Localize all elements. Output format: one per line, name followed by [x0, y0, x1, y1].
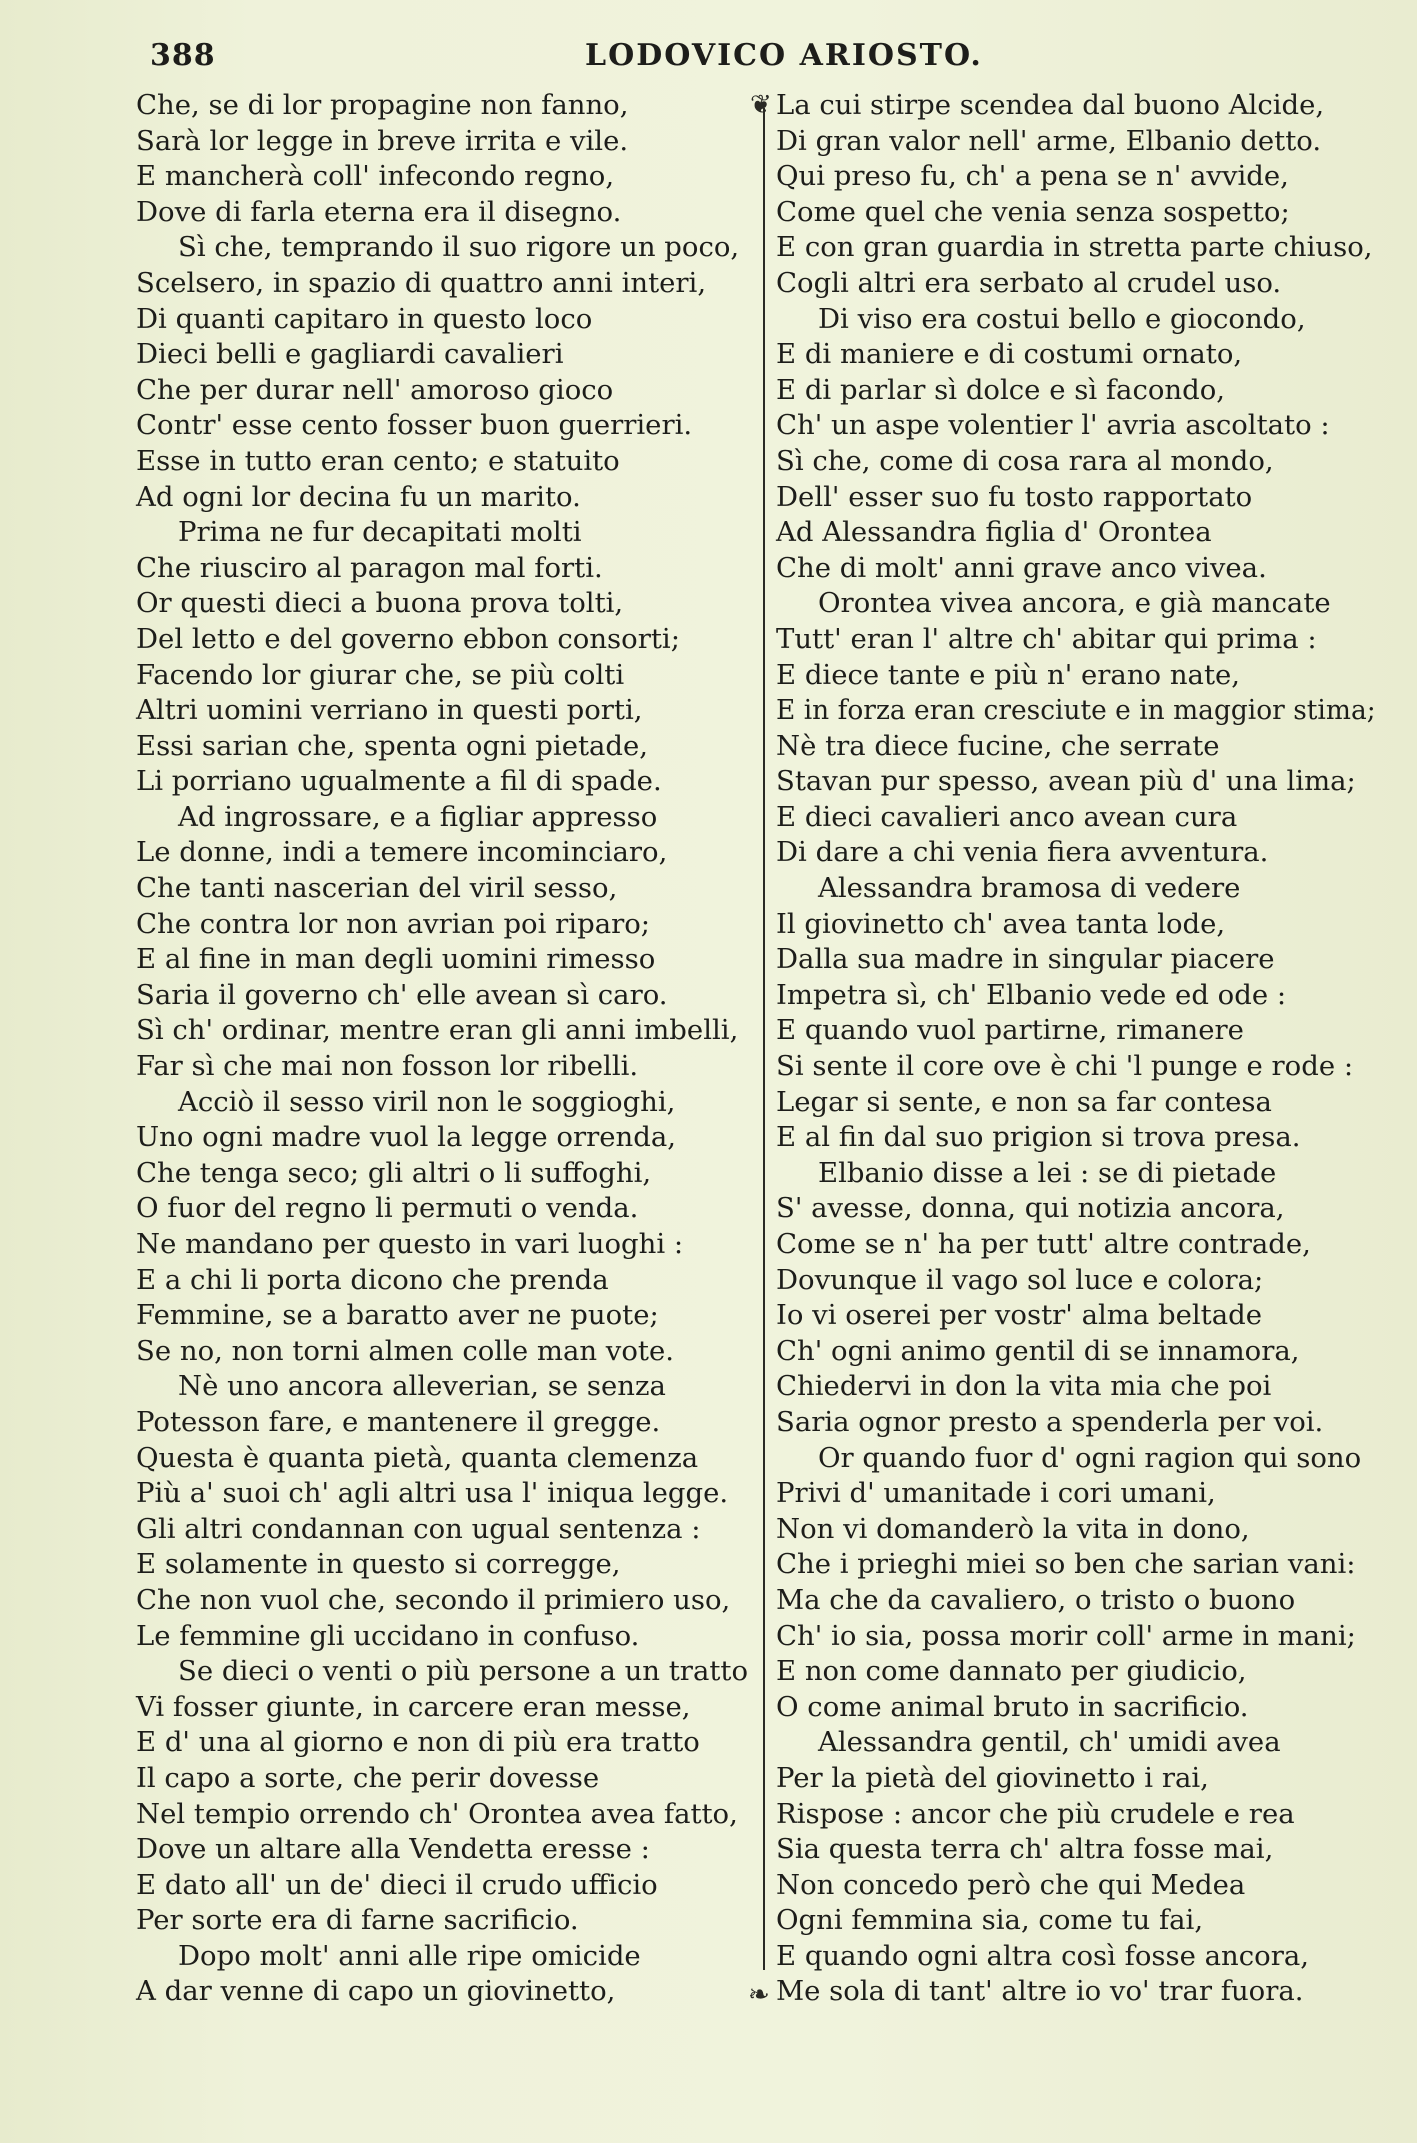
- verse-line: O come animal bruto in sacrificio.: [776, 1690, 1249, 1723]
- verse-line: Far sì che mai non fosson lor ribelli.: [136, 1050, 639, 1083]
- verse-line: Nè tra diece fucine, che serrate: [776, 729, 1220, 762]
- verse-line: Di dare a chi venia fiera avventura.: [776, 836, 1269, 869]
- verse-line: E mancherà coll' infecondo regno,: [136, 160, 615, 193]
- verse-line: Vi fosser giunte, in carcere eran messe,: [136, 1690, 691, 1723]
- verse-line: Li porriano ugualmente a fil di spade.: [136, 765, 662, 798]
- verse-line: Alessandra gentil, ch' umidi avea: [818, 1726, 1281, 1759]
- verse-line: Ch' ogni animo gentil di se innamora,: [776, 1334, 1300, 1367]
- verse-line: Orontea vivea ancora, e già mancate: [818, 587, 1331, 620]
- verse-line: Di gran valor nell' arme, Elbanio detto.: [776, 124, 1322, 157]
- verse-line: Sì che, temprando il suo rigore un poco,: [178, 231, 740, 264]
- verse-line: E al fin dal suo prigion si trova presa.: [776, 1121, 1301, 1154]
- verse-line: Questa è quanta pietà, quanta clemenza: [136, 1441, 699, 1474]
- verse-line: Ad ogni lor decina fu un marito.: [136, 480, 581, 513]
- verse-line: E quando ogni altra così fosse ancora,: [776, 1939, 1310, 1972]
- verse-line: S' avesse, donna, qui notizia ancora,: [776, 1192, 1285, 1225]
- verse-line: Ch' io sia, possa morir coll' arme in mani;: [776, 1619, 1356, 1652]
- verse-line: Io vi oserei per vostr' alma beltade: [776, 1299, 1263, 1332]
- verse-line: Or questi dieci a buona prova tolti,: [136, 587, 624, 620]
- verse-line: Acciò il sesso viril non le soggioghi,: [178, 1085, 676, 1118]
- verse-line: Tutt' eran l' altre ch' abitar qui prima :: [776, 622, 1317, 655]
- verse-line: Dell' esser suo fu tosto rapportato: [776, 480, 1253, 513]
- verse-line: Si sente il core ove è chi 'l punge e rode :: [776, 1050, 1354, 1083]
- verse-line: Le femmine gli uccidano in confuso.: [136, 1619, 640, 1652]
- column-divider: [763, 108, 765, 1970]
- verse-line: La cui stirpe scendea dal buono Alcide,: [776, 89, 1325, 121]
- verse-line: Sì ch' ordinar, mentre eran gli anni imbelli,: [136, 1014, 739, 1047]
- verse-line: Se no, non torni almen colle man vote.: [136, 1334, 674, 1367]
- verse-line: Dopo molt' anni alle ripe omicide: [178, 1939, 641, 1972]
- verse-line: Più a' suoi ch' agli altri usa l' iniqua legge.: [136, 1477, 729, 1510]
- running-head: LODOVICO ARIOSTO.: [585, 38, 983, 73]
- verse-line: Nel tempio orrendo ch' Orontea avea fatto,: [136, 1797, 738, 1830]
- verse-line: E dato all' un de' dieci il crudo ufficio: [136, 1868, 658, 1901]
- verse-line: Le donne, indi a temere incominciaro,: [136, 836, 668, 869]
- verse-line: Uno ogni madre vuol la legge orrenda,: [136, 1121, 676, 1154]
- verse-line: E non come dannato per giudicio,: [776, 1655, 1247, 1688]
- verse-line: Qui preso fu, ch' a pena se n' avvide,: [776, 160, 1289, 193]
- verse-line: O fuor del regno li permuti o venda.: [136, 1192, 639, 1225]
- verse-line: Come quel che venia senza sospetto;: [776, 195, 1290, 228]
- verse-line: Or quando fuor d' ogni ragion qui sono: [818, 1441, 1362, 1474]
- verse-line: Dieci belli e gagliardi cavalieri: [136, 338, 564, 371]
- verse-line: Impetra sì, ch' Elbanio vede ed ode :: [776, 978, 1287, 1011]
- verse-line: Gli altri condannan con ugual sentenza :: [136, 1512, 701, 1545]
- verse-line: Facendo lor giurar che, se più colti: [136, 658, 625, 691]
- fleuron-ornament-icon: ❦: [750, 90, 772, 120]
- verse-line: Chiedervi in don la vita mia che poi: [776, 1370, 1272, 1403]
- verse-line: Ad ingrossare, e a figliar appresso: [178, 800, 658, 833]
- verse-line: Che di molt' anni grave anco vivea.: [776, 551, 1267, 584]
- verse-line: E solamente in questo si corregge,: [136, 1548, 621, 1581]
- verse-line: Potesson fare, e mantenere il gregge.: [136, 1405, 661, 1438]
- verse-line: Sarà lor legge in breve irrita e vile.: [136, 124, 629, 157]
- verse-line: E con gran guardia in stretta parte chiuso,: [776, 231, 1373, 264]
- page-number: 388: [150, 38, 216, 73]
- verse-line: Che contra lor non avrian poi riparo;: [136, 907, 651, 940]
- verse-line: Rispose : ancor che più crudele e rea: [776, 1797, 1295, 1830]
- verse-line: E a chi li porta dicono che prenda: [136, 1263, 609, 1296]
- verse-line: Per sorte era di farne sacrificio.: [136, 1904, 579, 1937]
- verse-line: Altri uomini verriano in questi porti,: [136, 694, 643, 727]
- verse-line: Me sola di tant' altre io vo' trar fuora.: [776, 1975, 1304, 2008]
- verse-line: Di viso era costui bello e giocondo,: [818, 302, 1306, 335]
- verse-line: Il capo a sorte, che perir dovesse: [136, 1761, 600, 1794]
- verse-line: Dovunque il vago sol luce e colora;: [776, 1263, 1264, 1296]
- verse-line: Che per durar nell' amoroso gioco: [136, 373, 614, 406]
- verse-line: Il giovinetto ch' avea tanta lode,: [776, 907, 1226, 940]
- verse-line: Non vi domanderò la vita in dono,: [776, 1512, 1250, 1545]
- verse-line: Che i prieghi miei so ben che sarian vani:: [776, 1548, 1356, 1581]
- verse-line: Dove di farla eterna era il disegno.: [136, 195, 622, 228]
- verse-line: Saria il governo ch' elle avean sì caro.: [136, 978, 668, 1011]
- verse-line: Che non vuol che, secondo il primiero uso,: [136, 1583, 731, 1616]
- verse-line: Cogli altri era serbato al crudel uso.: [776, 266, 1282, 299]
- verse-line: E diece tante e più n' erano nate,: [776, 658, 1241, 691]
- right-column: [776, 88, 1376, 2010]
- verse-line: Ma che da cavaliero, o tristo o buono: [776, 1583, 1296, 1616]
- verse-line: Alessandra bramosa di vedere: [818, 872, 1241, 905]
- verse-line: Se dieci o venti o più persone a un tratto: [178, 1655, 748, 1688]
- verse-line: Elbanio disse a lei : se di pietade: [818, 1156, 1277, 1189]
- page-header: [150, 38, 1390, 82]
- verse-line: Ch' un aspe volentier l' avria ascoltato :: [776, 409, 1330, 442]
- verse-line: Come se n' ha per tutt' altre contrade,: [776, 1228, 1311, 1260]
- verse-line: E dieci cavalieri anco avean cura: [776, 800, 1238, 833]
- verse-line: Che, se di lor propagine non fanno,: [136, 89, 629, 121]
- verse-line: Femmine, se a baratto aver ne puote;: [136, 1299, 659, 1332]
- verse-line: Ad Alessandra figlia d' Orontea: [776, 516, 1212, 549]
- verse-line: Legar si sente, e non sa far contesa: [776, 1085, 1272, 1118]
- verse-line: Di quanti capitaro in questo loco: [136, 302, 593, 335]
- verse-line: Sì che, come di cosa rara al mondo,: [776, 444, 1274, 477]
- verse-line: Essi sarian che, spenta ogni pietade,: [136, 729, 649, 762]
- verse-line: Che tenga seco; gli altri o li suffoghi,: [136, 1156, 652, 1189]
- verse-line: E quando vuol partirne, rimanere: [776, 1014, 1244, 1047]
- verse-line: Nè uno ancora alleverian, se senza: [178, 1370, 666, 1403]
- verse-line: Dove un altare alla Vendetta eresse :: [136, 1833, 650, 1866]
- verse-line: Non concedo però che qui Medea: [776, 1868, 1246, 1901]
- verse-line: Che riusciro al paragon mal forti.: [136, 551, 603, 584]
- verse-line: E di parlar sì dolce e sì facondo,: [776, 373, 1226, 406]
- verse-line: Esse in tutto eran cento; e statuito: [136, 444, 620, 477]
- verse-line: Ogni femmina sia, come tu fai,: [776, 1904, 1204, 1937]
- verse-line: A dar venne di capo un giovinetto,: [136, 1975, 616, 2008]
- verse-line: Scelsero, in spazio di quattro anni interi,: [136, 266, 707, 299]
- fleuron-ornament-icon: ❧: [748, 1980, 770, 2010]
- verse-line: Per la pietà del giovinetto i rai,: [776, 1761, 1209, 1794]
- verse-line: Privi d' umanitade i cori umani,: [776, 1477, 1216, 1510]
- verse-line: E al fine in man degli uomini rimesso: [136, 943, 656, 976]
- left-column: [136, 88, 756, 2010]
- verse-line: Saria ognor presto a spenderla per voi.: [776, 1405, 1324, 1438]
- verse-line: E d' una al giorno e non di più era tratto: [136, 1726, 700, 1759]
- verse-line: E di maniere e di costumi ornato,: [776, 338, 1243, 371]
- verse-line: Sia questa terra ch' altra fosse mai,: [776, 1833, 1274, 1866]
- verse-line: Dalla sua madre in singular piacere: [776, 943, 1275, 976]
- verse-line: Stavan pur spesso, avean più d' una lima;: [776, 765, 1356, 798]
- verse-line: Del letto e del governo ebbon consorti;: [136, 622, 680, 655]
- verse-line: Ne mandano per questo in vari luoghi :: [136, 1228, 684, 1260]
- verse-line: Che tanti nascerian del viril sesso,: [136, 872, 618, 905]
- verse-line: Contr' esse cento fosser buon guerrieri.: [136, 409, 693, 442]
- verse-line: Prima ne fur decapitati molti: [178, 516, 582, 549]
- verse-line: E in forza eran cresciute e in maggior stima;: [776, 694, 1376, 727]
